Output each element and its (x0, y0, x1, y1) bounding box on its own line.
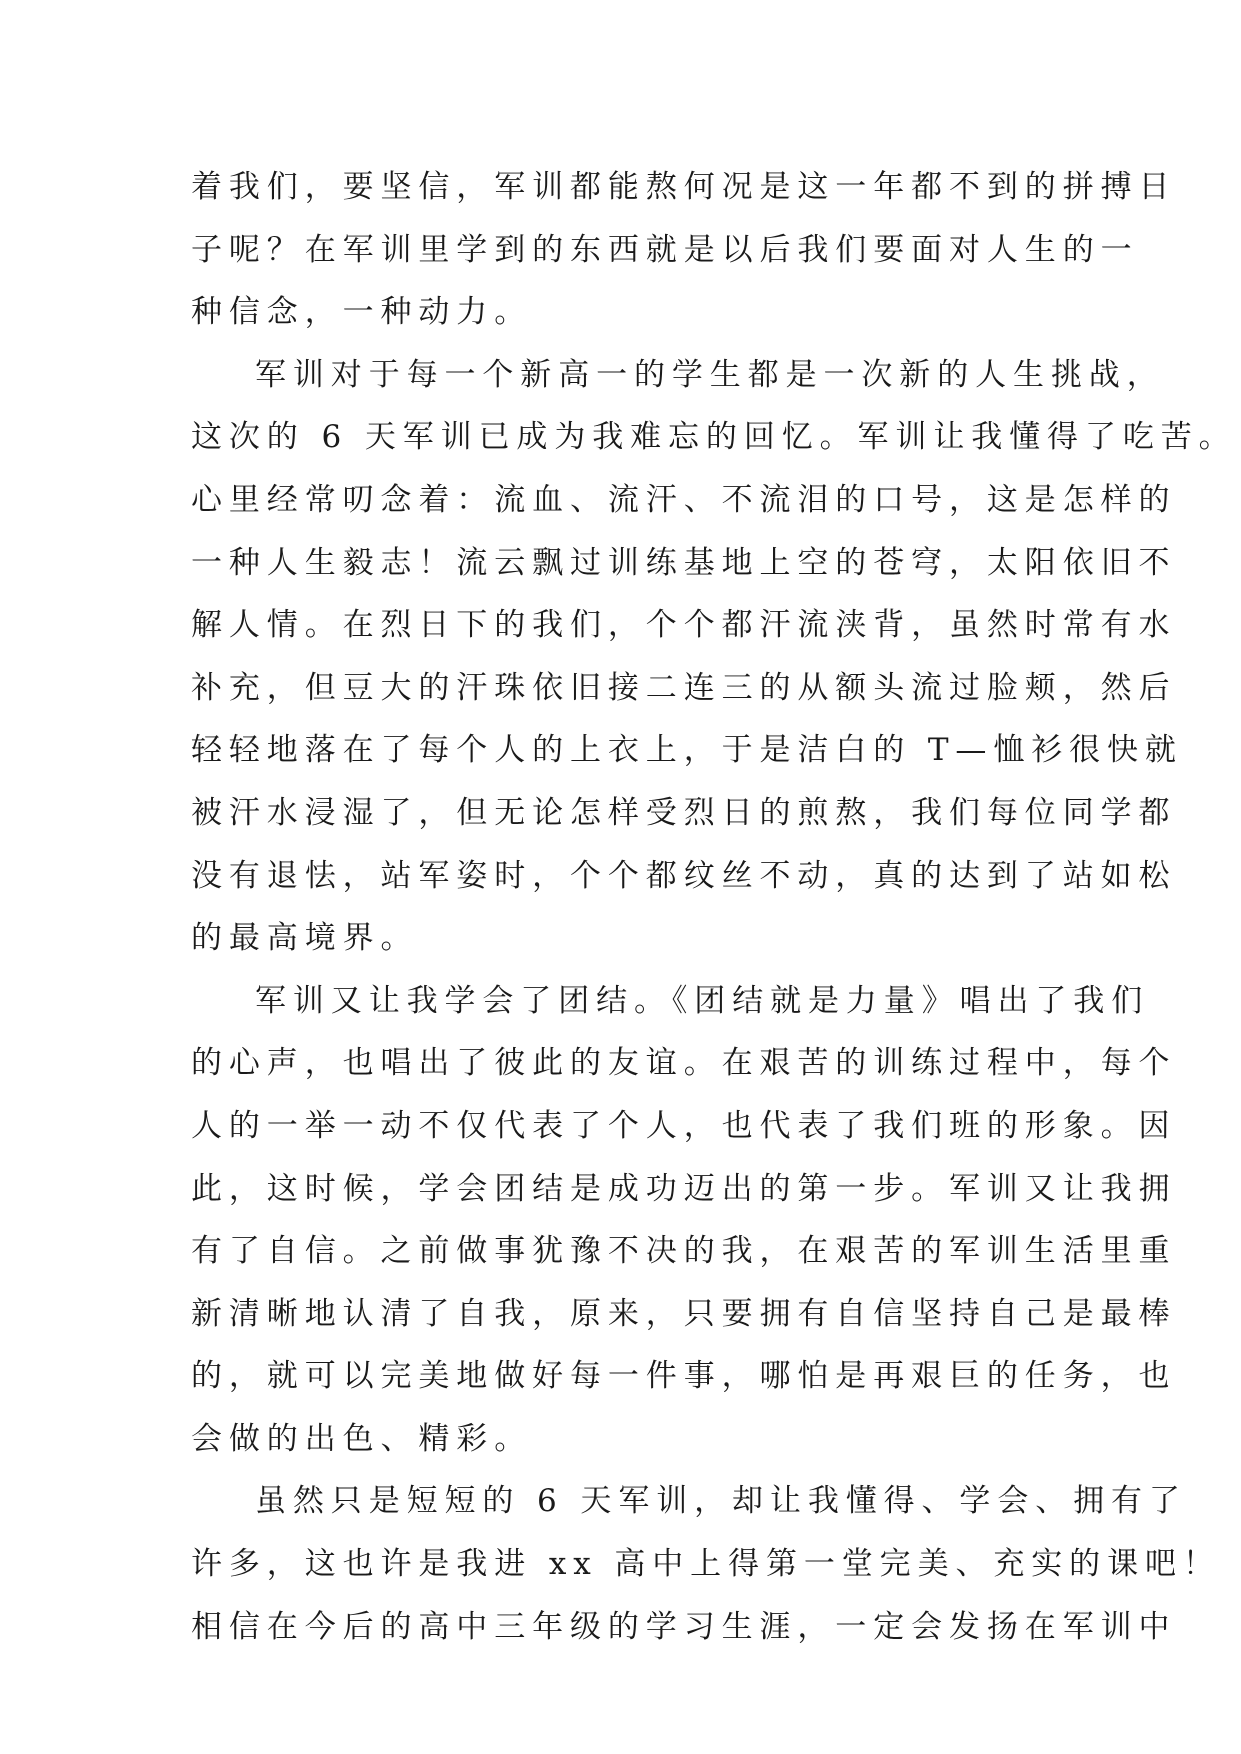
text-line: 会做的出色、精彩。 (191, 1420, 533, 1457)
text-line: 种信念，一种动力。 (191, 294, 533, 331)
paragraph-1 (191, 156, 1177, 344)
text-line: 人的一举一动不仅代表了个人，也代表了我们班的形象。因 (191, 1107, 1177, 1144)
paragraph-3 (191, 970, 1177, 1471)
paragraph-4 (191, 1470, 1221, 1658)
text-line: 心里经常叨念着：流血、流汗、不流泪的口号，这是怎样的 (191, 481, 1177, 518)
text-line: 的心声，也唱出了彼此的友谊。在艰苦的训练过程中，每个 (191, 1045, 1177, 1082)
text-line: 一种人生毅志！流云飘过训练基地上空的苍穹，太阳依旧不 (191, 544, 1177, 581)
text-line: 有了自信。之前做事犹豫不决的我，在艰苦的军训生活里重 (191, 1233, 1177, 1270)
paragraph-2 (191, 344, 1237, 970)
text-line: 轻轻地落在了每个人的上衣上，于是洁白的 T—恤衫很快就 (191, 732, 1183, 769)
text-line: 相信在今后的高中三年级的学习生涯，一定会发扬在军训中 (191, 1608, 1177, 1645)
text-line: 此，这时候，学会团结是成功迈出的第一步。军训又让我拥 (191, 1170, 1177, 1207)
text-line: 子呢？在军训里学到的东西就是以后我们要面对人生的一 (191, 231, 1139, 268)
text-line: 的最高境界。 (191, 920, 419, 957)
text-line: 这次的 6 天军训已成为我难忘的回忆。军训让我懂得了吃苦。 (191, 419, 1237, 456)
text-line: 的，就可以完美地做好每一件事，哪怕是再艰巨的任务，也 (191, 1358, 1177, 1395)
text-line: 补充，但豆大的汗珠依旧接二连三的从额头流过脸颊，然后 (191, 669, 1177, 706)
text-line: 被汗水浸湿了，但无论怎样受烈日的煎熬，我们每位同学都 (191, 794, 1177, 831)
text-line: 新清晰地认清了自我，原来，只要拥有自信坚持自己是最棒 (191, 1295, 1177, 1332)
text-line: 解人情。在烈日下的我们，个个都汗流浃背，虽然时常有水 (191, 607, 1177, 644)
text-line: 军训对于每一个新高一的学生都是一次新的人生挑战， (255, 356, 1165, 393)
text-line: 许多，这也许是我进 xx 高中上得第一堂完美、充实的课吧！ (191, 1546, 1221, 1583)
text-line: 军训又让我学会了团结。《团结就是力量》唱出了我们 (255, 982, 1150, 1019)
text-line: 虽然只是短短的 6 天军训，却让我懂得、学会、拥有了 (255, 1483, 1187, 1520)
document-body (191, 156, 1237, 1658)
text-line: 没有退怯，站军姿时，个个都纹丝不动，真的达到了站如松 (191, 857, 1177, 894)
text-line: 着我们，要坚信，军训都能熬何况是这一年都不到的拼搏日 (191, 169, 1177, 205)
